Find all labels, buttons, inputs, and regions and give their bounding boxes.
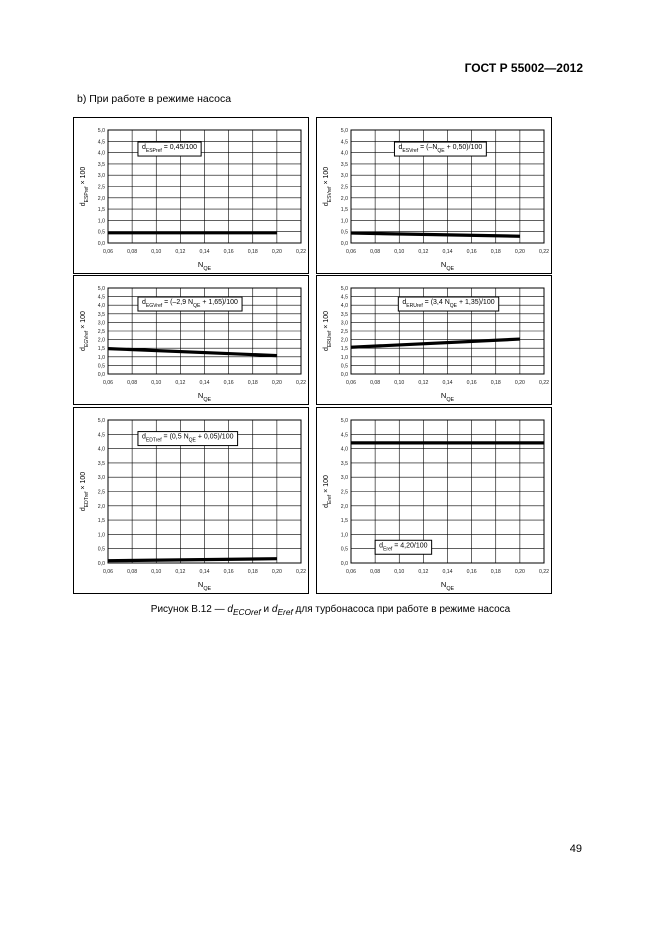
x-tick-label: 0,06 (345, 380, 357, 386)
y-tick-label: 5,0 (97, 418, 105, 424)
text-run: d (80, 347, 87, 351)
chart-svg (74, 408, 308, 593)
y-axis-label (323, 311, 333, 351)
y-tick-label: 2,0 (340, 503, 348, 510)
x-tick-label: 0,22 (295, 249, 307, 255)
y-axis-label (80, 311, 90, 351)
x-tick-label: 0,20 (271, 569, 282, 575)
y-tick-label: 1,0 (340, 532, 348, 539)
y-tick-label: 4,5 (97, 294, 105, 301)
text-run: + 1,35)/100 (457, 299, 495, 307)
x-tick-label: 0,10 (151, 249, 162, 255)
chart-panel-eruref (316, 275, 552, 405)
y-tick-label: 2,5 (340, 489, 348, 496)
y-tick-label: 5,0 (340, 286, 348, 292)
y-tick-label: 4,0 (340, 150, 348, 157)
text-run: N (440, 260, 447, 269)
text-run: d (141, 433, 146, 441)
text-run: = 4,20/100 (392, 542, 428, 550)
text-run: + 1,65)/100 (200, 299, 238, 307)
x-tick-label: 0,22 (295, 569, 307, 575)
subscript: Eref (383, 546, 393, 553)
x-tick-label: 0,16 (223, 569, 234, 575)
y-axis-label (323, 475, 333, 508)
figure-caption (0, 604, 661, 617)
y-tick-label: 2,0 (97, 195, 105, 202)
x-tick-label: 0,08 (127, 569, 138, 575)
subscript: ESVref (327, 186, 333, 203)
y-tick-label: 1,5 (340, 346, 348, 353)
y-tick-label: 2,5 (340, 329, 348, 335)
y-axis-label (323, 167, 333, 206)
text-run: × 100 (80, 166, 87, 187)
x-tick-label: 0,16 (466, 249, 477, 255)
y-tick-label: 3,0 (97, 320, 105, 327)
y-tick-label: 3,5 (340, 460, 348, 467)
x-tick-label: 0,14 (199, 249, 210, 255)
x-tick-label: 0,20 (514, 569, 525, 575)
y-tick-label: 1,5 (340, 518, 348, 525)
x-tick-label: 0,08 (370, 569, 381, 575)
chart-panel-egvref (73, 275, 309, 405)
x-tick-label: 0,18 (247, 569, 258, 575)
text-run: = (0,5 N (161, 433, 189, 441)
x-tick-label: 0,12 (175, 249, 186, 255)
text-run: × 100 (323, 310, 330, 331)
text-run: × 100 (80, 471, 87, 492)
x-tick-label: 0,18 (490, 249, 501, 255)
y-tick-label: 1,0 (340, 354, 348, 361)
text-run: N (197, 260, 204, 269)
x-tick-label: 0,18 (247, 380, 258, 386)
page-number: 49 (569, 843, 582, 855)
x-tick-label: 0,12 (418, 380, 429, 386)
x-tick-label: 0,16 (466, 380, 477, 386)
subscript: Eref (327, 494, 333, 504)
y-tick-label: 4,5 (340, 294, 348, 301)
y-tick-label: 1,5 (97, 346, 105, 353)
x-tick-label: 0,08 (127, 380, 138, 386)
text-run: d (402, 299, 407, 307)
subscript: ERUref (406, 303, 423, 310)
y-tick-label: 1,0 (97, 354, 105, 361)
text-run: d (323, 202, 330, 207)
chart-panel-eref (316, 407, 552, 594)
subscript: QE (203, 397, 212, 403)
y-tick-label: 4,5 (340, 432, 348, 439)
document-standard-header: ГОСТ Р 55002—2012 (464, 61, 583, 75)
text-run: × 100 (323, 475, 330, 495)
y-axis-label (80, 167, 90, 207)
y-tick-label: 0,5 (340, 229, 348, 236)
x-tick-label: 0,20 (271, 380, 282, 386)
x-tick-label: 0,10 (394, 380, 405, 386)
text-run: = (–N (418, 144, 438, 152)
y-tick-label: 4,0 (97, 150, 105, 157)
y-tick-label: 0,0 (97, 241, 105, 247)
y-tick-label: 3,0 (340, 173, 348, 180)
y-tick-label: 3,0 (340, 475, 348, 482)
y-tick-label: 1,0 (97, 532, 105, 539)
x-tick-label: 0,18 (247, 249, 258, 255)
chart-svg (74, 276, 308, 404)
x-tick-label: 0,06 (345, 249, 357, 255)
y-tick-label: 2,5 (340, 184, 348, 191)
series-line (351, 339, 520, 347)
x-tick-label: 0,12 (418, 569, 429, 575)
text-run: = 0,45/100 (161, 144, 198, 152)
subscript: QE (203, 266, 212, 272)
y-tick-label: 2,5 (97, 329, 105, 335)
subscript: QE (446, 586, 455, 592)
x-tick-label: 0,22 (295, 380, 307, 386)
y-tick-label: 2,5 (97, 184, 105, 191)
subscript: QE (437, 148, 445, 155)
x-axis-label (198, 391, 212, 403)
x-tick-label: 0,14 (199, 380, 210, 386)
y-tick-label: 3,0 (340, 320, 348, 327)
x-tick-label: 0,14 (442, 569, 453, 575)
chart-panel-esvref (316, 117, 552, 274)
x-tick-label: 0,18 (490, 380, 501, 386)
x-tick-label: 0,22 (538, 569, 550, 575)
x-tick-label: 0,06 (102, 380, 114, 386)
caption-prefix: Рисунок В.12 — (150, 604, 228, 615)
x-tick-label: 0,06 (345, 569, 357, 575)
x-tick-label: 0,22 (538, 249, 550, 255)
x-axis-label (198, 260, 212, 272)
series-line (351, 233, 520, 236)
text-run: d (141, 299, 146, 307)
chart-panel-espref (73, 117, 309, 274)
y-tick-label: 3,5 (340, 161, 348, 168)
text-run: + 0,50)/100 (444, 144, 483, 152)
y-tick-label: 2,0 (340, 195, 348, 202)
y-tick-label: 5,0 (97, 286, 105, 292)
chart-svg (317, 408, 551, 593)
subscript: ESPref (145, 148, 162, 155)
x-axis-label (441, 260, 455, 272)
section-subtitle: b) При работе в режиме насоса (77, 93, 232, 105)
subscript: ESPref (84, 186, 90, 203)
x-tick-label: 0,08 (370, 249, 381, 255)
subscript: QE (446, 397, 455, 403)
text-run: d (80, 507, 87, 512)
subscript: ESVref (402, 148, 419, 155)
caption-suffix: для турбонасоса при работе в режиме насоса (292, 604, 511, 615)
x-tick-label: 0,12 (175, 380, 186, 386)
y-tick-label: 5,0 (340, 128, 348, 134)
text-run: = (3,4 N (422, 299, 450, 307)
chart-panel-edtref (73, 407, 309, 594)
x-tick-label: 0,08 (370, 380, 381, 386)
x-tick-label: 0,10 (394, 249, 405, 255)
y-tick-label: 3,5 (97, 161, 105, 168)
x-tick-label: 0,20 (514, 249, 525, 255)
subscript: QE (446, 266, 455, 272)
y-tick-label: 4,5 (97, 432, 105, 439)
text-run: d (398, 144, 403, 152)
x-tick-label: 0,16 (466, 569, 477, 575)
y-axis-label (80, 472, 90, 511)
subscript: EGVref (145, 303, 163, 310)
subscript: QE (203, 586, 212, 592)
x-tick-label: 0,06 (102, 569, 114, 575)
text-run: d (379, 542, 384, 550)
x-tick-label: 0,14 (199, 569, 210, 575)
y-tick-label: 3,5 (97, 460, 105, 467)
x-tick-label: 0,22 (538, 380, 550, 386)
x-tick-label: 0,16 (223, 249, 234, 255)
caption-symbol-1: d (227, 604, 233, 615)
y-tick-label: 2,0 (97, 337, 105, 344)
text-run: d (323, 347, 330, 352)
y-tick-label: 1,5 (340, 207, 348, 214)
x-axis-label (198, 580, 212, 592)
y-tick-label: 0,0 (97, 561, 105, 567)
chart-svg (317, 276, 551, 404)
x-tick-label: 0,06 (102, 249, 114, 255)
y-tick-label: 0,5 (340, 546, 348, 553)
y-tick-label: 1,5 (97, 207, 105, 214)
text-run: d (323, 504, 330, 508)
y-tick-label: 1,0 (340, 218, 348, 225)
y-tick-label: 0,5 (97, 229, 105, 236)
y-tick-label: 3,5 (97, 311, 105, 318)
x-tick-label: 0,18 (490, 569, 501, 575)
y-tick-label: 0,0 (340, 372, 348, 378)
y-tick-label: 0,0 (97, 372, 105, 378)
series-line (108, 349, 277, 356)
y-tick-label: 1,5 (97, 518, 105, 525)
text-run: d (80, 202, 87, 207)
y-tick-label: 3,0 (97, 475, 105, 482)
text-run: N (197, 391, 204, 400)
y-tick-label: 2,5 (97, 489, 105, 496)
y-tick-label: 0,0 (340, 561, 348, 567)
subscript: QE (449, 303, 458, 310)
text-run: + 0,05)/100 (195, 433, 234, 441)
y-tick-label: 0,0 (340, 241, 348, 247)
y-tick-label: 5,0 (97, 128, 105, 134)
text-run: N (197, 580, 204, 589)
y-tick-label: 2,0 (97, 503, 105, 510)
y-tick-label: 4,0 (340, 303, 348, 310)
y-tick-label: 3,5 (340, 311, 348, 318)
x-tick-label: 0,10 (394, 569, 405, 575)
caption-symbol-2: d (271, 604, 278, 615)
y-tick-label: 0,5 (97, 363, 105, 370)
text-run: × 100 (80, 311, 87, 331)
x-tick-label: 0,14 (442, 380, 453, 386)
x-axis-label (441, 580, 455, 592)
x-tick-label: 0,14 (442, 249, 453, 255)
x-tick-label: 0,08 (127, 249, 138, 255)
y-tick-label: 0,5 (340, 363, 348, 370)
text-run: N (440, 580, 447, 589)
caption-subscript-2: Eref (277, 607, 293, 617)
subscript: QE (193, 303, 201, 310)
text-run: N (440, 391, 447, 400)
text-run: × 100 (323, 166, 330, 187)
y-tick-label: 4,5 (97, 139, 105, 146)
y-tick-label: 4,0 (97, 303, 105, 310)
subscript: ERUref (327, 330, 333, 348)
x-tick-label: 0,16 (223, 380, 234, 386)
x-axis-label (441, 391, 455, 403)
x-tick-label: 0,12 (175, 569, 186, 575)
subscript: EDTref (84, 491, 90, 508)
y-tick-label: 2,0 (340, 337, 348, 344)
x-tick-label: 0,10 (151, 569, 162, 575)
text-run: = (–2,9 N (162, 299, 194, 307)
text-run: d (141, 144, 146, 152)
y-tick-label: 4,0 (97, 446, 105, 453)
subscript: EDTref (145, 437, 162, 444)
y-tick-label: 4,0 (340, 446, 348, 453)
y-tick-label: 1,0 (97, 218, 105, 225)
y-tick-label: 0,5 (97, 546, 105, 553)
caption-subscript-1: ECOref (232, 607, 261, 617)
x-tick-label: 0,20 (271, 249, 282, 255)
y-tick-label: 3,0 (97, 173, 105, 180)
x-tick-label: 0,10 (151, 380, 162, 386)
x-tick-label: 0,12 (418, 249, 429, 255)
series-line (108, 559, 277, 561)
y-tick-label: 4,5 (340, 139, 348, 146)
x-tick-label: 0,20 (514, 380, 525, 386)
subscript: QE (188, 437, 196, 444)
subscript: EGVref (84, 330, 90, 348)
y-tick-label: 5,0 (340, 418, 348, 424)
chart-svg (74, 118, 308, 273)
chart-svg (317, 118, 551, 273)
caption-conjunction: и (260, 604, 272, 615)
